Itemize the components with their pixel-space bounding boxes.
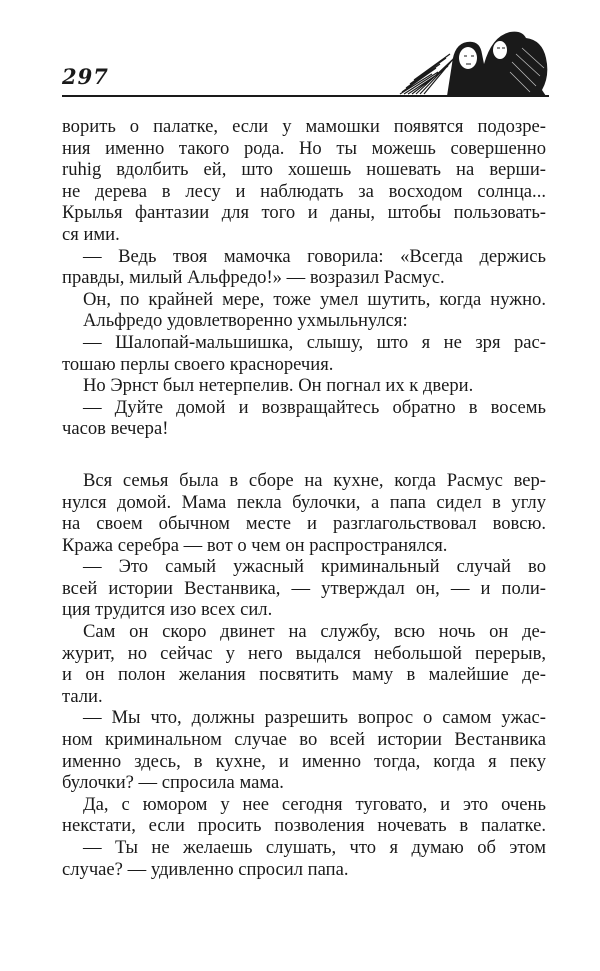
text-line: Альфредо удовлетворенно ухмыльнулся: [83, 310, 408, 332]
text-line: — Ты не желаешь слушать, что я думаю об этом [83, 837, 546, 858]
section-break [62, 440, 546, 470]
text-line: Сам он скоро двинет на службу, всю ночь он де- [83, 621, 546, 643]
text-line: тошаю перлы своего красноречия. [62, 353, 334, 375]
text-line: Кража серебра — вот о чем он распространялся. [62, 534, 448, 556]
text-line: ся ими. [62, 223, 120, 245]
text-line: именно здесь, в кухне, и именно тогда, когда я пеку [62, 750, 546, 772]
text-line: нулся домой. Мама пекла булочки, а папа сидел в углу [62, 491, 546, 513]
text-line: ruhig вдолбить ей, што хошешь ношевать на верши- [62, 159, 546, 181]
text-line: случае? — удивленно спросил папа. [62, 858, 349, 880]
text-line: Да, с юмором у нее сегодня туговато, и это очень [83, 793, 546, 815]
text-line: на своем обычном месте и разглагольствовал вовсю. [62, 513, 546, 535]
text-line: — Дуйте домой и возвращайтесь обратно в восемь [83, 396, 546, 418]
body-text [62, 116, 546, 880]
text-line: Вся семья была в сборе на кухне, когда Расмус вер- [83, 469, 546, 491]
text-line: часов вечера! [62, 418, 169, 440]
text-line: правды, милый Альфредо!» — возразил Расмус. [62, 267, 445, 289]
header-illustration-icon [392, 14, 550, 98]
text-line: журит, но сейчас у него выдался небольшой перерыв, [62, 642, 546, 664]
text-line: тали. [62, 685, 103, 707]
text-line: ция трудится изо всех сил. [62, 599, 273, 621]
text-line: некстати, если просить позволения ночевать в палатке. [62, 815, 546, 837]
text-line: Но Эрнст был нетерпелив. Он погнал их к двери. [83, 375, 474, 397]
page-number: 297 [62, 64, 109, 89]
text-line: ном криминальном случае во всей истории Вестанвика [62, 729, 546, 751]
text-line: всей истории Вестанвика, — утверждал он, — и поли- [62, 577, 546, 599]
text-line: — Ведь твоя мамочка говорила: «Всегда держись [83, 245, 546, 267]
text-line: и он полон желания посвятить маму в малейшие де- [62, 664, 546, 686]
text-line: Крылья фантазии для того и даны, штобы пользовать- [62, 202, 546, 224]
text-line: — Мы что, должны разрешить вопрос о самом ужас- [83, 707, 546, 729]
text-line: не дерева в лесу и наблюдать за восходом солнца... [62, 180, 546, 202]
text-line: — Шалопай-мальшишка, слышу, што я не зря рас- [83, 331, 546, 353]
text-line: Он, по крайней мере, тоже умел шутить, когда нужно. [83, 288, 546, 310]
text-line: ния именно такого рода. Но ты можешь совершенно [62, 137, 546, 159]
header-rule [62, 95, 549, 97]
text-line: — Это самый ужасный криминальный случай во [83, 556, 546, 578]
text-line: булочки? — спросила мама. [62, 772, 284, 794]
text-line: ворить о палатке, если у мамошки появятся подозре- [62, 116, 546, 137]
